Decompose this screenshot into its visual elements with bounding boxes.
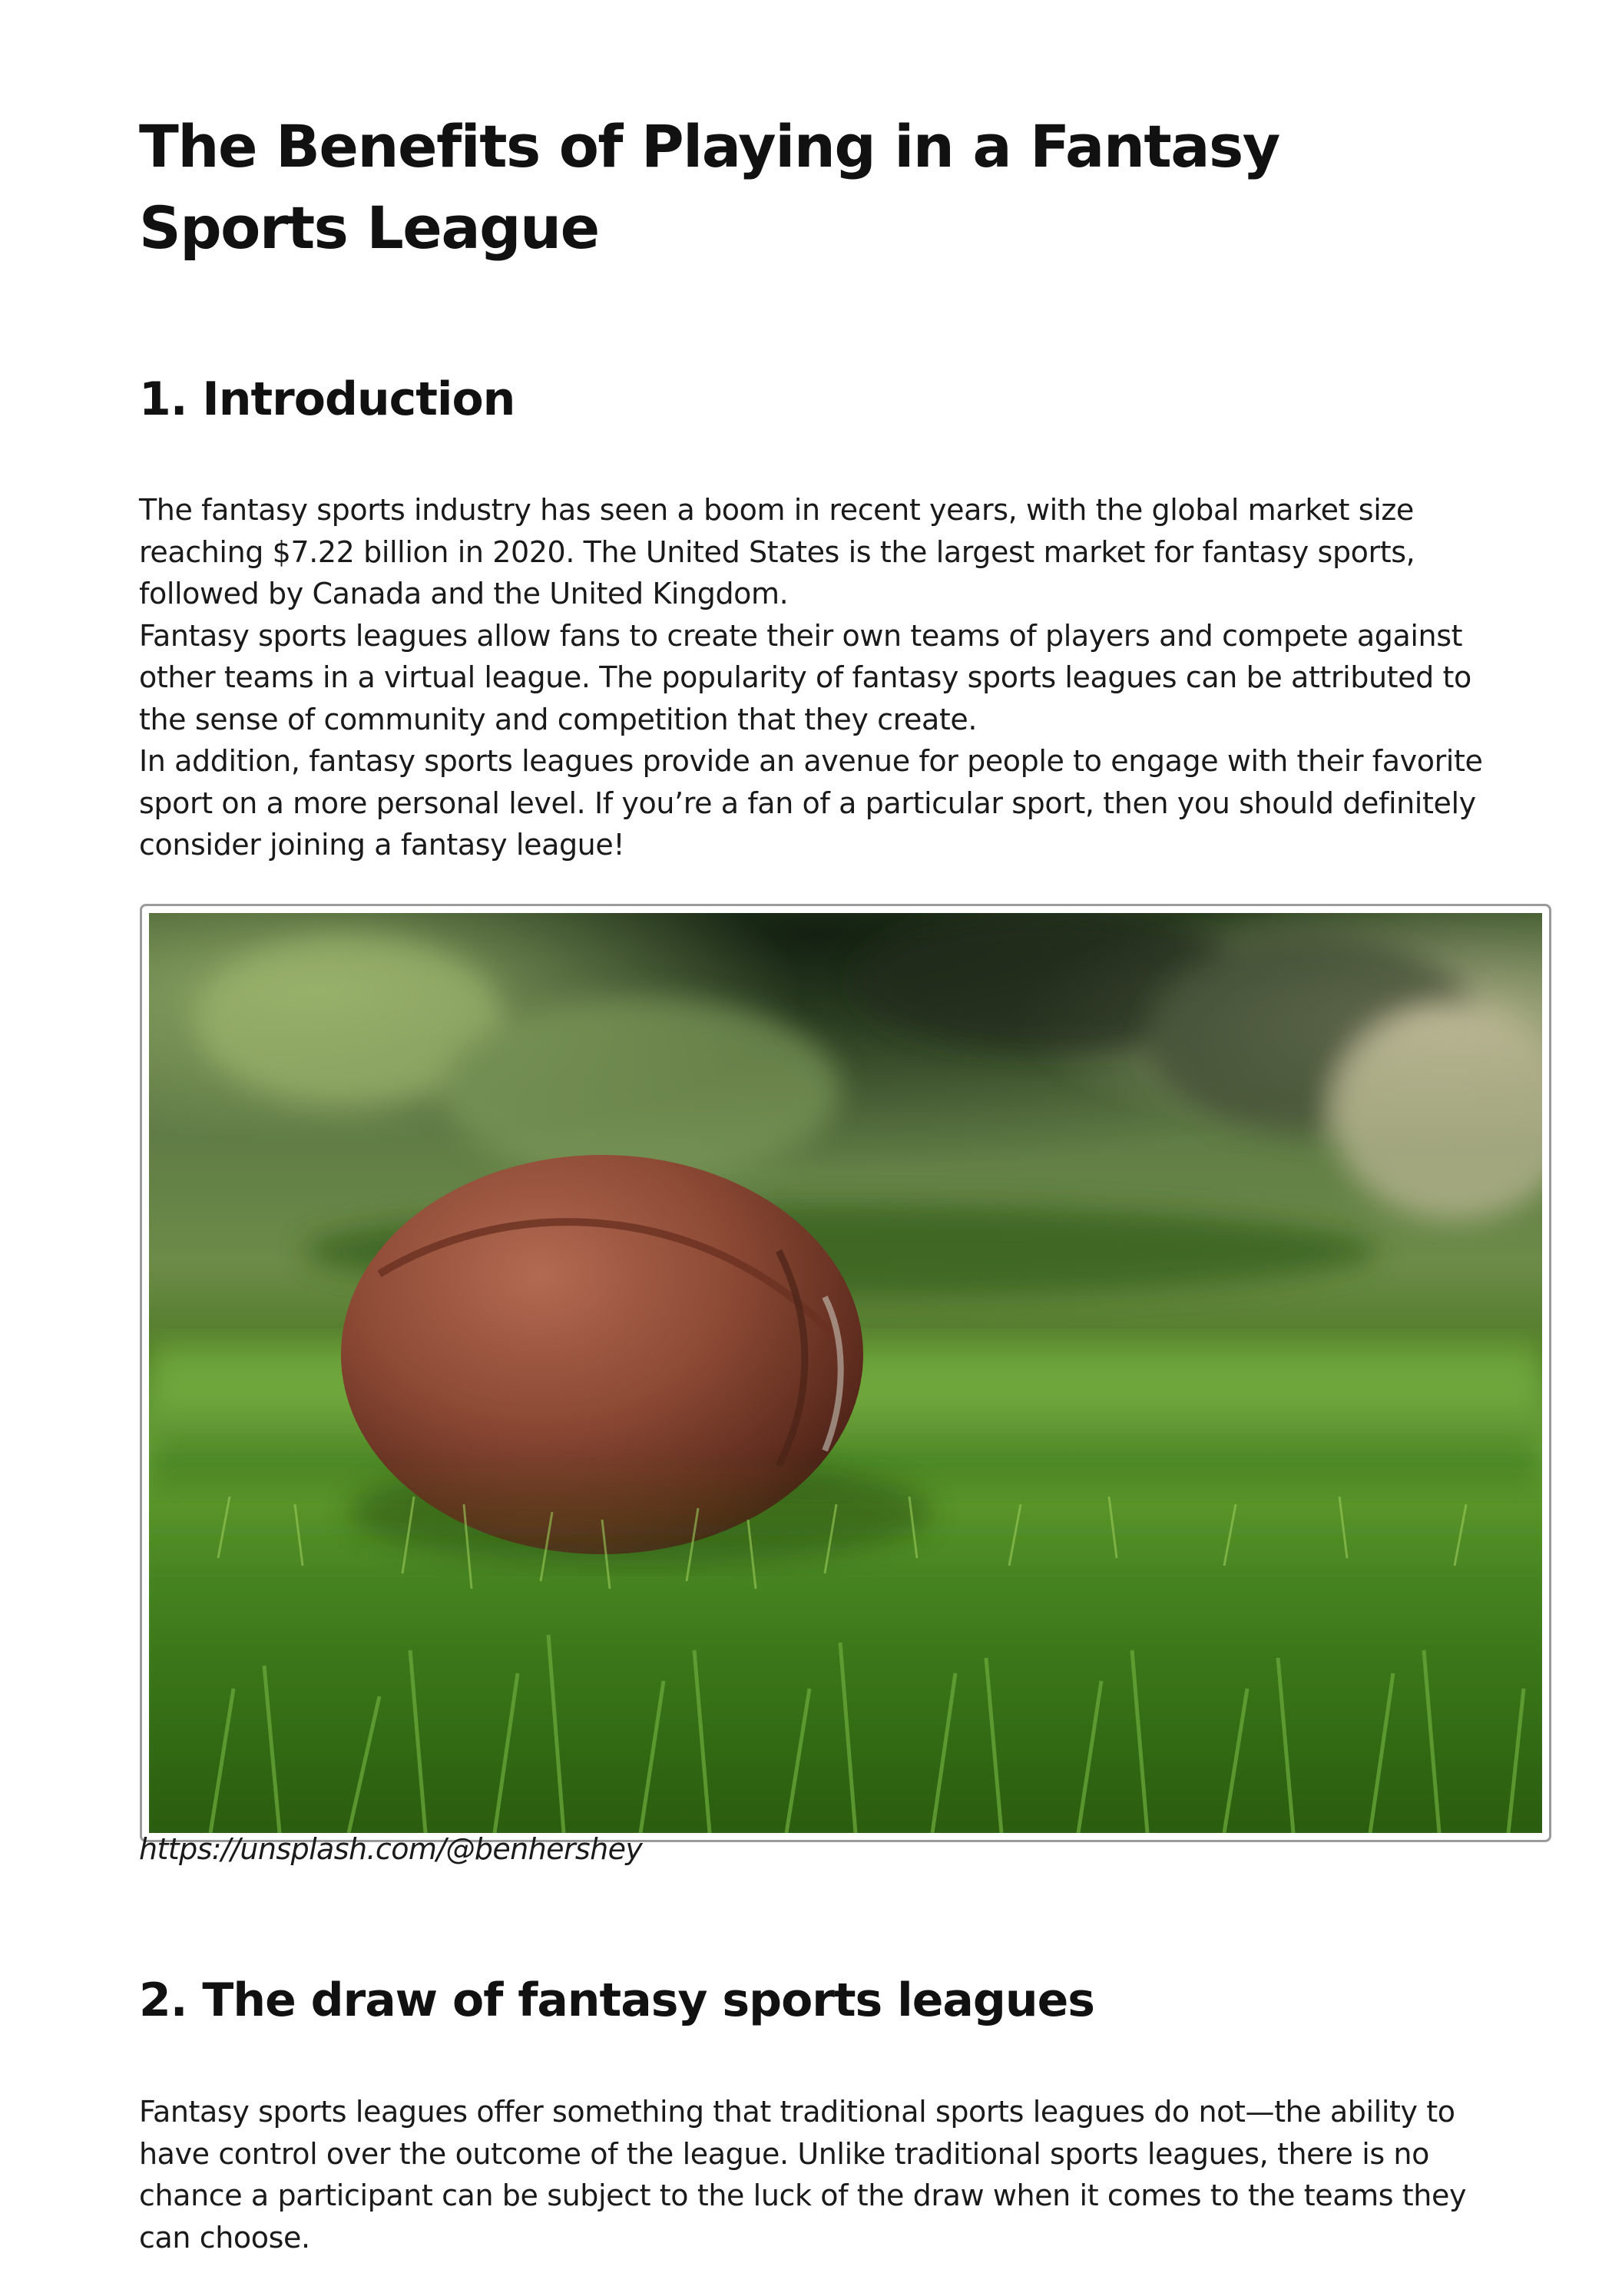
- paragraph: Fantasy sports leagues allow fans to create their own teams of players and compete against other teams in a virtual league. The popularity of fantasy sports leagues can be attributed to the sense of community and competition that they create.: [139, 618, 1471, 736]
- football-on-grass-image: [149, 913, 1542, 1833]
- paragraph: The fantasy sports industry has seen a boom in recent years, with the global market size reaching $7.22 billion in 2020. The United States is the largest market for fantasy sports, followed by Canada and the United Kingdom.: [139, 493, 1415, 610]
- paragraph: Fantasy sports leagues offer something that traditional sports leagues do not—the ability to have control over the outcome of the league. Unlike traditional sports leagues, there is no chance a participant can be subject to the luck of the draw when it comes to the teams they can choose.: [139, 2095, 1467, 2255]
- section-heading-draw: 2. The draw of fantasy sports leagues: [139, 1973, 1094, 2027]
- introduction-body: [139, 489, 1491, 866]
- page-title: The Benefits of Playing in a Fantasy Sports League: [139, 112, 1279, 262]
- draw-body: [139, 2091, 1491, 2258]
- paragraph: In addition, fantasy sports leagues provide an avenue for people to engage with their favorite sport on a more personal level. If you’re a fan of a particular sport, then you should definitely consider joining a fantasy league!: [139, 744, 1483, 862]
- figure-caption: https://unsplash.com/@benhershey: [139, 1832, 643, 1866]
- figure-frame: [140, 904, 1551, 1842]
- football-photo: [149, 913, 1542, 1833]
- section-heading-introduction: 1. Introduction: [139, 372, 515, 426]
